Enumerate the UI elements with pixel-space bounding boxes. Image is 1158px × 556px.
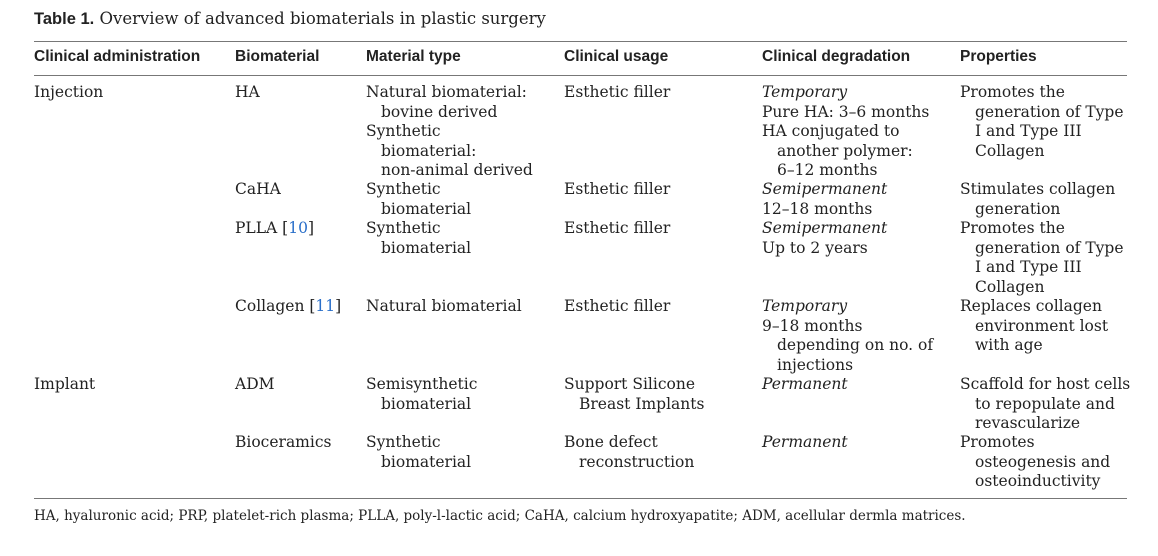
cell-line: Esthetic filler: [564, 297, 671, 315]
header-rule: [34, 75, 1127, 76]
cell-line: 9–18 months: [762, 316, 863, 335]
cell-line: Synthetic: [366, 180, 441, 198]
biomaterial-cell: PLLA [10]: [235, 219, 314, 237]
material-type-cell: [366, 375, 477, 414]
cell-line: I and Type III: [975, 122, 1082, 140]
cell-line: biomaterial:: [381, 141, 477, 160]
material-type-cell: [366, 433, 471, 472]
cell-line: reconstruction: [579, 452, 695, 471]
degradation-cell: [762, 375, 848, 395]
header-clinical-administration: Clinical administration: [34, 48, 201, 65]
cell-line: Collagen: [975, 277, 1045, 296]
table-label: Table 1.: [34, 10, 95, 28]
degradation-cell: [762, 297, 933, 375]
cell-line: Synthetic: [366, 433, 441, 451]
properties-cell: [960, 297, 1108, 356]
degradation-category: Semipermanent: [762, 180, 888, 198]
degradation-category: Semipermanent: [762, 219, 888, 237]
table-title: Overview of advanced biomaterials in plastic surgery: [99, 9, 546, 28]
top-rule: [34, 41, 1127, 42]
cell-line: Natural biomaterial: [366, 297, 522, 315]
cell-line: biomaterial: [381, 199, 472, 218]
degradation-cell: [762, 433, 848, 453]
header-clinical-degradation: Clinical degradation: [762, 48, 911, 65]
cell-line: Promotes the: [960, 83, 1065, 101]
cell-line: environment lost: [975, 316, 1109, 335]
properties-cell: [960, 180, 1115, 219]
cell-line: Synthetic: [366, 122, 441, 140]
degradation-category: Temporary: [762, 297, 848, 315]
degradation-category: Temporary: [762, 83, 848, 101]
cell-line: Promotes the: [960, 219, 1065, 237]
cell-line: Collagen: [975, 141, 1045, 160]
cell-line: with age: [975, 336, 1043, 354]
cell-line: injections: [777, 355, 854, 374]
biomaterial-name: PLLA: [235, 219, 278, 237]
properties-cell: [960, 219, 1124, 297]
usage-cell: [564, 180, 670, 200]
cell-line: generation of Type: [975, 102, 1124, 121]
header-properties: Properties: [960, 48, 1037, 65]
properties-cell: [960, 83, 1124, 161]
material-type-cell: [366, 219, 471, 258]
admin-cell: Injection: [34, 83, 104, 101]
cell-line: bovine derived: [381, 102, 498, 121]
cell-line: another polymer:: [777, 141, 913, 160]
cell-line: Scaffold for host cells: [960, 375, 1131, 393]
cell-line: to repopulate and: [975, 394, 1115, 413]
biomaterial-cell: Collagen [11]: [235, 297, 342, 315]
cell-line: Semisynthetic: [366, 375, 478, 393]
usage-cell: [564, 297, 670, 317]
cell-line: Replaces collagen: [960, 297, 1102, 315]
table-caption: [34, 9, 546, 29]
cell-line: biomaterial: [381, 452, 472, 471]
degradation-category: Permanent: [762, 375, 848, 393]
biomaterial-cell: CaHA: [235, 180, 281, 198]
cell-line: 6–12 months: [777, 161, 878, 179]
bottom-rule: [34, 498, 1127, 499]
properties-cell: [960, 433, 1110, 492]
biomaterial-cell: HA: [235, 83, 260, 101]
biomaterial-cell: ADM: [235, 375, 275, 393]
usage-cell: [564, 375, 704, 414]
cell-line: Stimulates collagen: [960, 180, 1116, 198]
cell-line: Breast Implants: [579, 394, 705, 413]
cell-line: Natural biomaterial:: [366, 83, 527, 101]
cell-line: Synthetic: [366, 219, 441, 237]
cell-line: non-animal derived: [381, 161, 533, 179]
material-type-cell: [366, 297, 522, 317]
material-type-cell: [366, 180, 471, 219]
cell-line: Promotes: [960, 433, 1035, 451]
citation-link[interactable]: 11: [315, 297, 336, 315]
cell-line: HA conjugated to: [762, 122, 900, 140]
cell-line: biomaterial: [381, 238, 472, 257]
degradation-category: Permanent: [762, 433, 848, 451]
cell-line: depending on no. of: [777, 336, 934, 354]
cell-line: Esthetic filler: [564, 219, 671, 237]
cell-line: Bone defect: [564, 433, 658, 451]
degradation-cell: [762, 219, 887, 258]
table-footnote: HA, hyaluronic acid; PRP, platelet-rich plasma; PLLA, poly-l-lactic acid; CaHA, calcium hydroxyapatite; ADM, acellular dermla matrices.: [34, 508, 966, 524]
cell-line: 12–18 months: [762, 199, 873, 218]
cell-line: Esthetic filler: [564, 83, 671, 101]
degradation-cell: [762, 83, 929, 181]
cell-line: generation of Type: [975, 238, 1124, 257]
usage-cell: [564, 219, 670, 239]
usage-cell: [564, 83, 670, 103]
degradation-cell: [762, 180, 887, 219]
cell-line: revascularize: [975, 414, 1081, 432]
header-material-type: Material type: [366, 48, 461, 65]
biomaterial-cell: Bioceramics: [235, 433, 332, 451]
cell-line: osteogenesis and: [975, 452, 1111, 471]
properties-cell: [960, 375, 1130, 434]
cell-line: osteoinductivity: [975, 472, 1101, 490]
biomaterial-name: Collagen: [235, 297, 305, 315]
cell-line: Pure HA: 3–6 months: [762, 102, 930, 121]
usage-cell: [564, 433, 694, 472]
cell-line: I and Type III: [975, 258, 1082, 276]
cell-line: Up to 2 years: [762, 238, 868, 257]
material-type-cell: [366, 83, 533, 181]
cell-line: Support Silicone: [564, 375, 696, 393]
header-clinical-usage: Clinical usage: [564, 48, 669, 65]
cell-line: generation: [975, 199, 1061, 218]
cell-line: biomaterial: [381, 394, 472, 413]
admin-cell: Implant: [34, 375, 96, 393]
header-biomaterial: Biomaterial: [235, 48, 320, 65]
cell-line: Esthetic filler: [564, 180, 671, 198]
citation-link[interactable]: 10: [288, 219, 308, 237]
